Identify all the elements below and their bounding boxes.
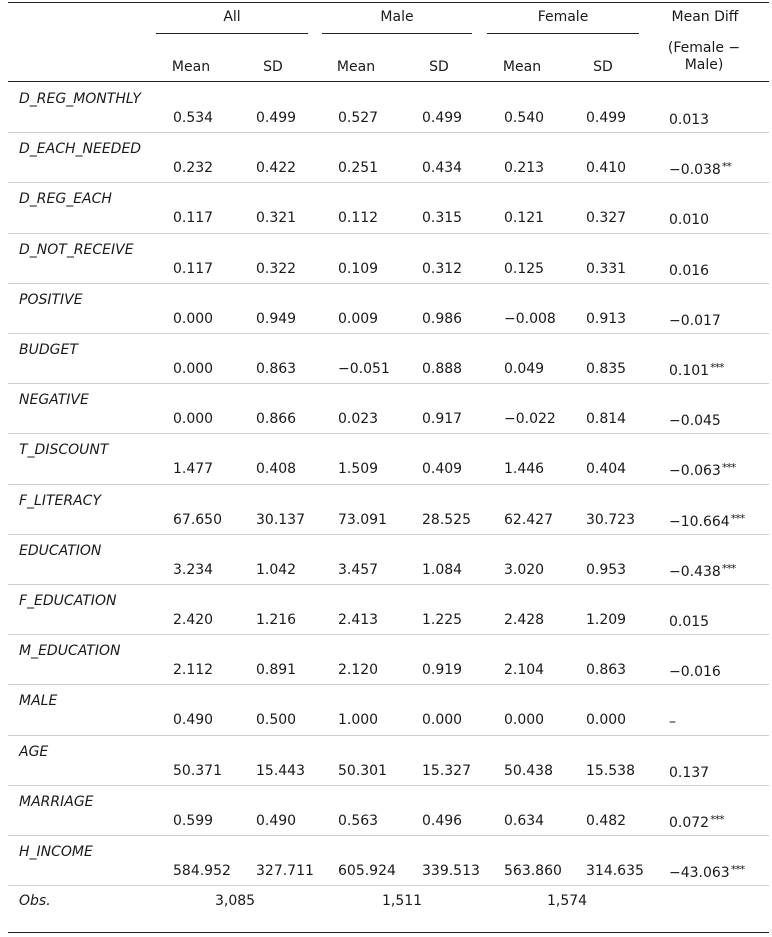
row-value-cell: 0.500 [256,712,297,728]
row-value-cell: 3.020 [504,562,545,578]
header-bottom-rule [8,81,769,82]
mean-diff-value: −0.438 [669,564,721,580]
row-separator [8,182,769,183]
row-value-cell: 2.420 [173,612,214,628]
row-value-cell: 15.443 [256,763,305,779]
row-separator [8,885,769,886]
row-value-cell: 0.023 [338,411,379,427]
row-value-cell: 1.225 [422,612,463,628]
row-value-cell: 2.112 [173,662,214,678]
row-value-cell: 0.919 [422,662,463,678]
mean-diff-header: Mean Diff [671,9,739,25]
row-value-cell: 0.891 [256,662,297,678]
row-variable-name: F_EDUCATION [19,593,117,609]
row-value-cell: 339.513 [422,863,480,879]
row-variable-name: MALE [19,693,58,709]
row-value-cell: 605.924 [338,863,396,879]
row-value-cell: 15.327 [422,763,471,779]
bottom-rule [8,932,769,933]
row-value-cell: 3.457 [338,562,379,578]
row-value-cell: 0.499 [586,110,627,126]
mean-diff-value: −0.017 [669,313,721,329]
row-separator [8,484,769,485]
row-value-cell: 0.404 [586,461,627,477]
group-header-female: Female [537,9,589,25]
row-value-cell: 0.327 [586,210,627,226]
row-value-cell: 584.952 [173,863,231,879]
row-mean-diff [669,712,677,730]
row-separator [8,684,769,685]
row-variable-name: H_INCOME [19,844,93,860]
subheader-female-sd: SD [593,59,613,75]
row-value-cell: 0.490 [173,712,214,728]
subheader-female-mean: Mean [502,59,542,75]
row-variable-name: F_LITERACY [19,493,102,509]
row-value-cell: 0.000 [504,712,545,728]
row-value-cell: 0.499 [256,110,297,126]
row-value-cell: 327.711 [256,863,314,879]
significance-stars: *** [721,562,736,575]
row-variable-name: POSITIVE [19,292,83,308]
row-value-cell: 0.331 [586,261,627,277]
mean-diff-value: 0.010 [669,212,710,228]
row-separator [8,433,769,434]
row-value-cell: 67.650 [173,512,222,528]
row-value-cell: −0.008 [504,311,556,327]
row-variable-name: MARRIAGE [19,794,94,810]
row-value-cell: 0.009 [338,311,379,327]
row-value-cell: 0.599 [173,813,214,829]
row-value-cell: 0.496 [422,813,463,829]
significance-stars: *** [730,863,745,876]
mean-diff-value: 0.013 [669,112,710,128]
row-value-cell: 0.049 [504,361,545,377]
row-separator [8,132,769,133]
subheader-male-mean: Mean [336,59,376,75]
row-value-cell: 1.042 [256,562,297,578]
row-mean-diff [669,863,744,881]
row-mean-diff [669,612,710,630]
row-separator [8,534,769,535]
row-separator [8,333,769,334]
row-variable-name: M_EDUCATION [19,643,121,659]
row-value-cell: 1.209 [586,612,627,628]
row-value-cell: 0.863 [256,361,297,377]
mean-diff-value: 0.137 [669,765,710,781]
row-variable-name: T_DISCOUNT [19,442,109,458]
row-variable-name: AGE [19,744,49,760]
mean-diff-value: 0.015 [669,614,710,630]
row-value-cell: 0.422 [256,160,297,176]
obs-male: 1,511 [382,893,423,909]
row-value-cell: 73.091 [338,512,387,528]
row-value-cell: 0.112 [338,210,379,226]
mean-diff-value: −0.063 [669,463,721,479]
row-value-cell: 0.534 [173,110,214,126]
row-value-cell: 0.121 [504,210,545,226]
row-value-cell: 1.446 [504,461,545,477]
row-value-cell: 1.216 [256,612,297,628]
row-value-cell: 2.428 [504,612,545,628]
row-value-cell: 0.000 [173,411,214,427]
row-value-cell: 0.315 [422,210,463,226]
row-value-cell: 0.490 [256,813,297,829]
row-mean-diff [669,662,722,680]
subheader-male-sd: SD [429,59,449,75]
row-value-cell: 0.322 [256,261,297,277]
significance-stars: *** [710,361,724,374]
row-value-cell: 0.000 [422,712,463,728]
row-value-cell: 0.835 [586,361,627,377]
row-value-cell: 0.434 [422,160,463,176]
row-separator [8,835,769,836]
row-value-cell: 0.410 [586,160,627,176]
row-separator [8,233,769,234]
row-value-cell: 0.527 [338,110,379,126]
row-mean-diff [669,160,731,178]
mean-diff-value: −43.063 [669,865,730,881]
row-value-cell: 15.538 [586,763,635,779]
row-variable-name: EDUCATION [19,543,102,559]
row-value-cell: 563.860 [504,863,562,879]
row-mean-diff [669,562,735,580]
row-value-cell: 0.125 [504,261,545,277]
row-value-cell: 0.634 [504,813,545,829]
mean-diff-value: −0.038 [669,162,721,178]
row-separator [8,584,769,585]
group-underline-female [487,33,639,34]
subheader-all-sd: SD [263,59,283,75]
row-variable-name: D_NOT_RECEIVE [19,242,134,258]
significance-stars: *** [721,461,736,474]
row-mean-diff [669,461,735,479]
row-mean-diff [669,110,710,128]
row-separator [8,634,769,635]
group-underline-male [322,33,472,34]
row-value-cell: 0.251 [338,160,379,176]
row-value-cell: 0.408 [256,461,297,477]
mean-diff-value: 0.072 [669,815,710,831]
row-mean-diff [669,411,722,429]
row-separator [8,383,769,384]
significance-stars: ** [721,160,731,173]
row-value-cell: 1.477 [173,461,214,477]
significance-stars: *** [730,512,745,525]
mean-diff-value: 0.016 [669,263,710,279]
mean-diff-value: – [669,714,676,730]
row-value-cell: 30.723 [586,512,635,528]
row-value-cell: 1.000 [338,712,379,728]
row-value-cell: 0.540 [504,110,545,126]
row-value-cell: 2.413 [338,612,379,628]
mean-diff-value: 0.101 [669,363,710,379]
row-value-cell: 0.232 [173,160,214,176]
row-mean-diff [669,210,710,228]
row-value-cell: 50.371 [173,763,222,779]
row-value-cell: 2.120 [338,662,379,678]
row-value-cell: 0.000 [586,712,627,728]
row-value-cell: 1.509 [338,461,379,477]
row-value-cell: 314.635 [586,863,644,879]
row-value-cell: 0.863 [586,662,627,678]
obs-all: 3,085 [215,893,256,909]
row-mean-diff [669,261,710,279]
row-mean-diff [669,311,722,329]
row-variable-name: D_EACH_NEEDED [19,141,142,157]
row-value-cell: 0.499 [422,110,463,126]
row-value-cell: 28.525 [422,512,471,528]
row-mean-diff [669,512,744,530]
group-header-all: All [223,9,241,25]
row-value-cell: 2.104 [504,662,545,678]
row-value-cell: −0.022 [504,411,556,427]
row-value-cell: 0.312 [422,261,463,277]
mean-diff-value: −10.664 [669,514,730,530]
obs-label: Obs. [19,893,51,909]
row-mean-diff [669,361,724,379]
row-value-cell: 0.563 [338,813,379,829]
row-value-cell: 0.814 [586,411,627,427]
row-value-cell: 0.913 [586,311,627,327]
row-value-cell: 0.409 [422,461,463,477]
row-value-cell: 0.117 [173,261,214,277]
top-rule [8,2,769,3]
row-variable-name: BUDGET [19,342,78,358]
row-value-cell: 0.917 [422,411,463,427]
row-value-cell: 0.949 [256,311,297,327]
row-value-cell: −0.051 [338,361,390,377]
group-underline-all [156,33,308,34]
mean-diff-value: −0.016 [669,664,721,680]
row-value-cell: 62.427 [504,512,553,528]
row-value-cell: 0.888 [422,361,463,377]
row-separator [8,283,769,284]
row-value-cell: 0.866 [256,411,297,427]
row-variable-name: NEGATIVE [19,392,89,408]
row-value-cell: 0.117 [173,210,214,226]
row-value-cell: 0.321 [256,210,297,226]
row-mean-diff [669,813,724,831]
row-value-cell: 0.482 [586,813,627,829]
row-variable-name: D_REG_MONTHLY [19,91,141,107]
row-value-cell: 30.137 [256,512,305,528]
subheader-all-mean: Mean [171,59,211,75]
row-value-cell: 0.000 [173,361,214,377]
row-separator [8,735,769,736]
mean-diff-subheader: (Female − Male) [667,40,741,73]
row-separator [8,785,769,786]
row-mean-diff [669,763,710,781]
row-value-cell: 50.438 [504,763,553,779]
row-value-cell: 0.953 [586,562,627,578]
row-value-cell: 0.986 [422,311,463,327]
row-value-cell: 3.234 [173,562,214,578]
group-header-male: Male [380,9,414,25]
significance-stars: *** [710,813,724,826]
row-value-cell: 0.000 [173,311,214,327]
row-value-cell: 1.084 [422,562,463,578]
mean-diff-value: −0.045 [669,413,721,429]
row-value-cell: 50.301 [338,763,387,779]
obs-female: 1,574 [547,893,588,909]
row-value-cell: 0.109 [338,261,379,277]
row-value-cell: 0.213 [504,160,545,176]
row-variable-name: D_REG_EACH [19,191,112,207]
